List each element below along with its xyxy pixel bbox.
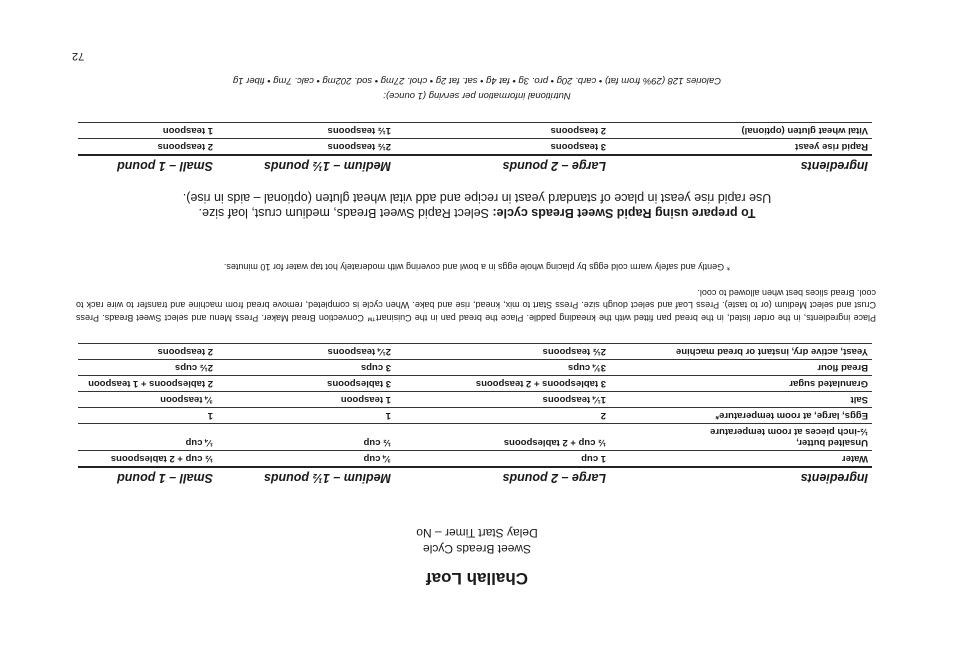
ingredient-cell: Bread flour — [610, 360, 872, 376]
amount-cell: 2½ teaspoons — [217, 139, 395, 156]
amount-cell: 1 — [78, 408, 217, 424]
delay-start-label: Delay Start Timer – No — [416, 526, 538, 540]
rapid-header-ingredients: Ingredients — [610, 155, 872, 176]
amount-cell: 1 teaspoon — [217, 392, 395, 408]
header-small: Small – 1 pound — [78, 467, 217, 488]
ingredient-cell: Salt — [610, 392, 872, 408]
amount-cell: 1 teaspoon — [78, 123, 217, 139]
amount-cell: 1 — [217, 408, 395, 424]
rapid-table-row — [78, 123, 872, 139]
amount-cell: 2¼ teaspoons — [217, 344, 395, 360]
rapid-header-small: Small – 1 pound — [78, 155, 217, 176]
egg-footnote: * Gently and safely warm cold eggs by placing whole eggs in a bowl and covering with moderately hot tap water for 10 minutes. — [223, 262, 731, 272]
table-row — [78, 392, 872, 408]
table-row — [78, 408, 872, 424]
amount-cell: 1 cup — [395, 451, 610, 468]
amount-cell: 1¼ teaspoons — [395, 392, 610, 408]
nutrition-heading: Nutritional information per serving (1 ounce): — [383, 90, 571, 101]
rapid-header-large: Large – 2 pounds — [395, 155, 610, 176]
amount-cell: 2½ cups — [78, 360, 217, 376]
amount-cell: 2 — [395, 408, 610, 424]
ingredient-cell: Yeast, active dry, instant or bread machine — [610, 344, 872, 360]
amount-cell: 3 cups — [217, 360, 395, 376]
ingredients-table — [78, 343, 872, 488]
rapid-cycle-bold: To prepare using Rapid Sweet Breads cycle: — [492, 206, 756, 220]
amount-cell: ¾ cup — [217, 451, 395, 468]
rapid-table-row — [78, 139, 872, 156]
method-text: Place ingredients, in the order listed, in the bread pan fitted with the kneading paddle. Place the bread pan in the Cuisinart™ Convection Bread Maker. Press Menu and select Sweet Breads. Press Crust and select Medium (or to taste). Press Loaf and select dough size. Press Start to mix, knead, rise and bake. When cycle is completed, remove bread from machine and transfer to wire rack to cool. Bread slices best when allowed to cool. — [76, 288, 876, 323]
recipe-title: Challah Loaf — [426, 569, 529, 588]
nutrition-values: Calories 128 (29% from fat) • carb. 20g • pro. 3g • fat 4g • sat. fat 2g • chol. 27mg • sod. 202mg • calc. 7mg • fiber 1g — [232, 75, 722, 86]
rapid-table-header-row — [78, 155, 872, 176]
amount-cell: 3¾ cups — [395, 360, 610, 376]
amount-cell: 2 tablespoons + 1 teaspoon — [78, 376, 217, 392]
rapid-cycle-heading — [0, 206, 954, 220]
header-medium: Medium – 1½ pounds — [217, 467, 395, 488]
table-row — [78, 360, 872, 376]
amount-cell: 3 teaspoons — [395, 139, 610, 156]
ingredient-cell: Rapid rise yeast — [610, 139, 872, 156]
table-row — [78, 451, 872, 468]
amount-cell: ¾ teaspoon — [78, 392, 217, 408]
page-number: 72 — [72, 50, 85, 62]
rapid-ingredients-table — [78, 122, 872, 176]
table-header-row — [78, 467, 872, 488]
ingredient-cell: Granulated sugar — [610, 376, 872, 392]
amount-cell: ½ cup + 2 tablespoons — [78, 451, 217, 468]
rapid-header-medium: Medium – 1½ pounds — [217, 155, 395, 176]
amount-cell: 2 teaspoons — [395, 123, 610, 139]
rapid-cycle-rest: Select Rapid Sweet Breads, medium crust, loaf size. — [198, 206, 493, 220]
amount-cell: ¼ cup — [78, 424, 217, 451]
amount-cell: 1½ teaspoons — [217, 123, 395, 139]
header-ingredients: Ingredients — [610, 467, 872, 488]
ingredient-cell: Vital wheat gluten (optional) — [610, 123, 872, 139]
amount-cell: 3 tablespoons — [217, 376, 395, 392]
table-row — [78, 344, 872, 360]
table-row — [78, 376, 872, 392]
header-large: Large – 2 pounds — [395, 467, 610, 488]
ingredient-cell: Unsalted butter, ½-inch pieces at room temperature — [610, 424, 872, 451]
amount-cell: 2½ teaspoons — [395, 344, 610, 360]
amount-cell: ½ cup — [217, 424, 395, 451]
amount-cell: 3 tablespoons + 2 teaspoons — [395, 376, 610, 392]
amount-cell: ½ cup + 2 tablespoons — [395, 424, 610, 451]
cycle-label: Sweet Breads Cycle — [422, 542, 532, 556]
amount-cell: 2 teaspoons — [78, 139, 217, 156]
amount-cell: 2 teaspoons — [78, 344, 217, 360]
table-row — [78, 424, 872, 451]
ingredient-cell: Eggs, large, at room temperature* — [610, 408, 872, 424]
rapid-cycle-instructions: Use rapid rise yeast in place of standard yeast in recipe and add vital wheat gluten (optional – aids in rise). — [182, 191, 772, 205]
ingredient-cell: Water — [610, 451, 872, 468]
